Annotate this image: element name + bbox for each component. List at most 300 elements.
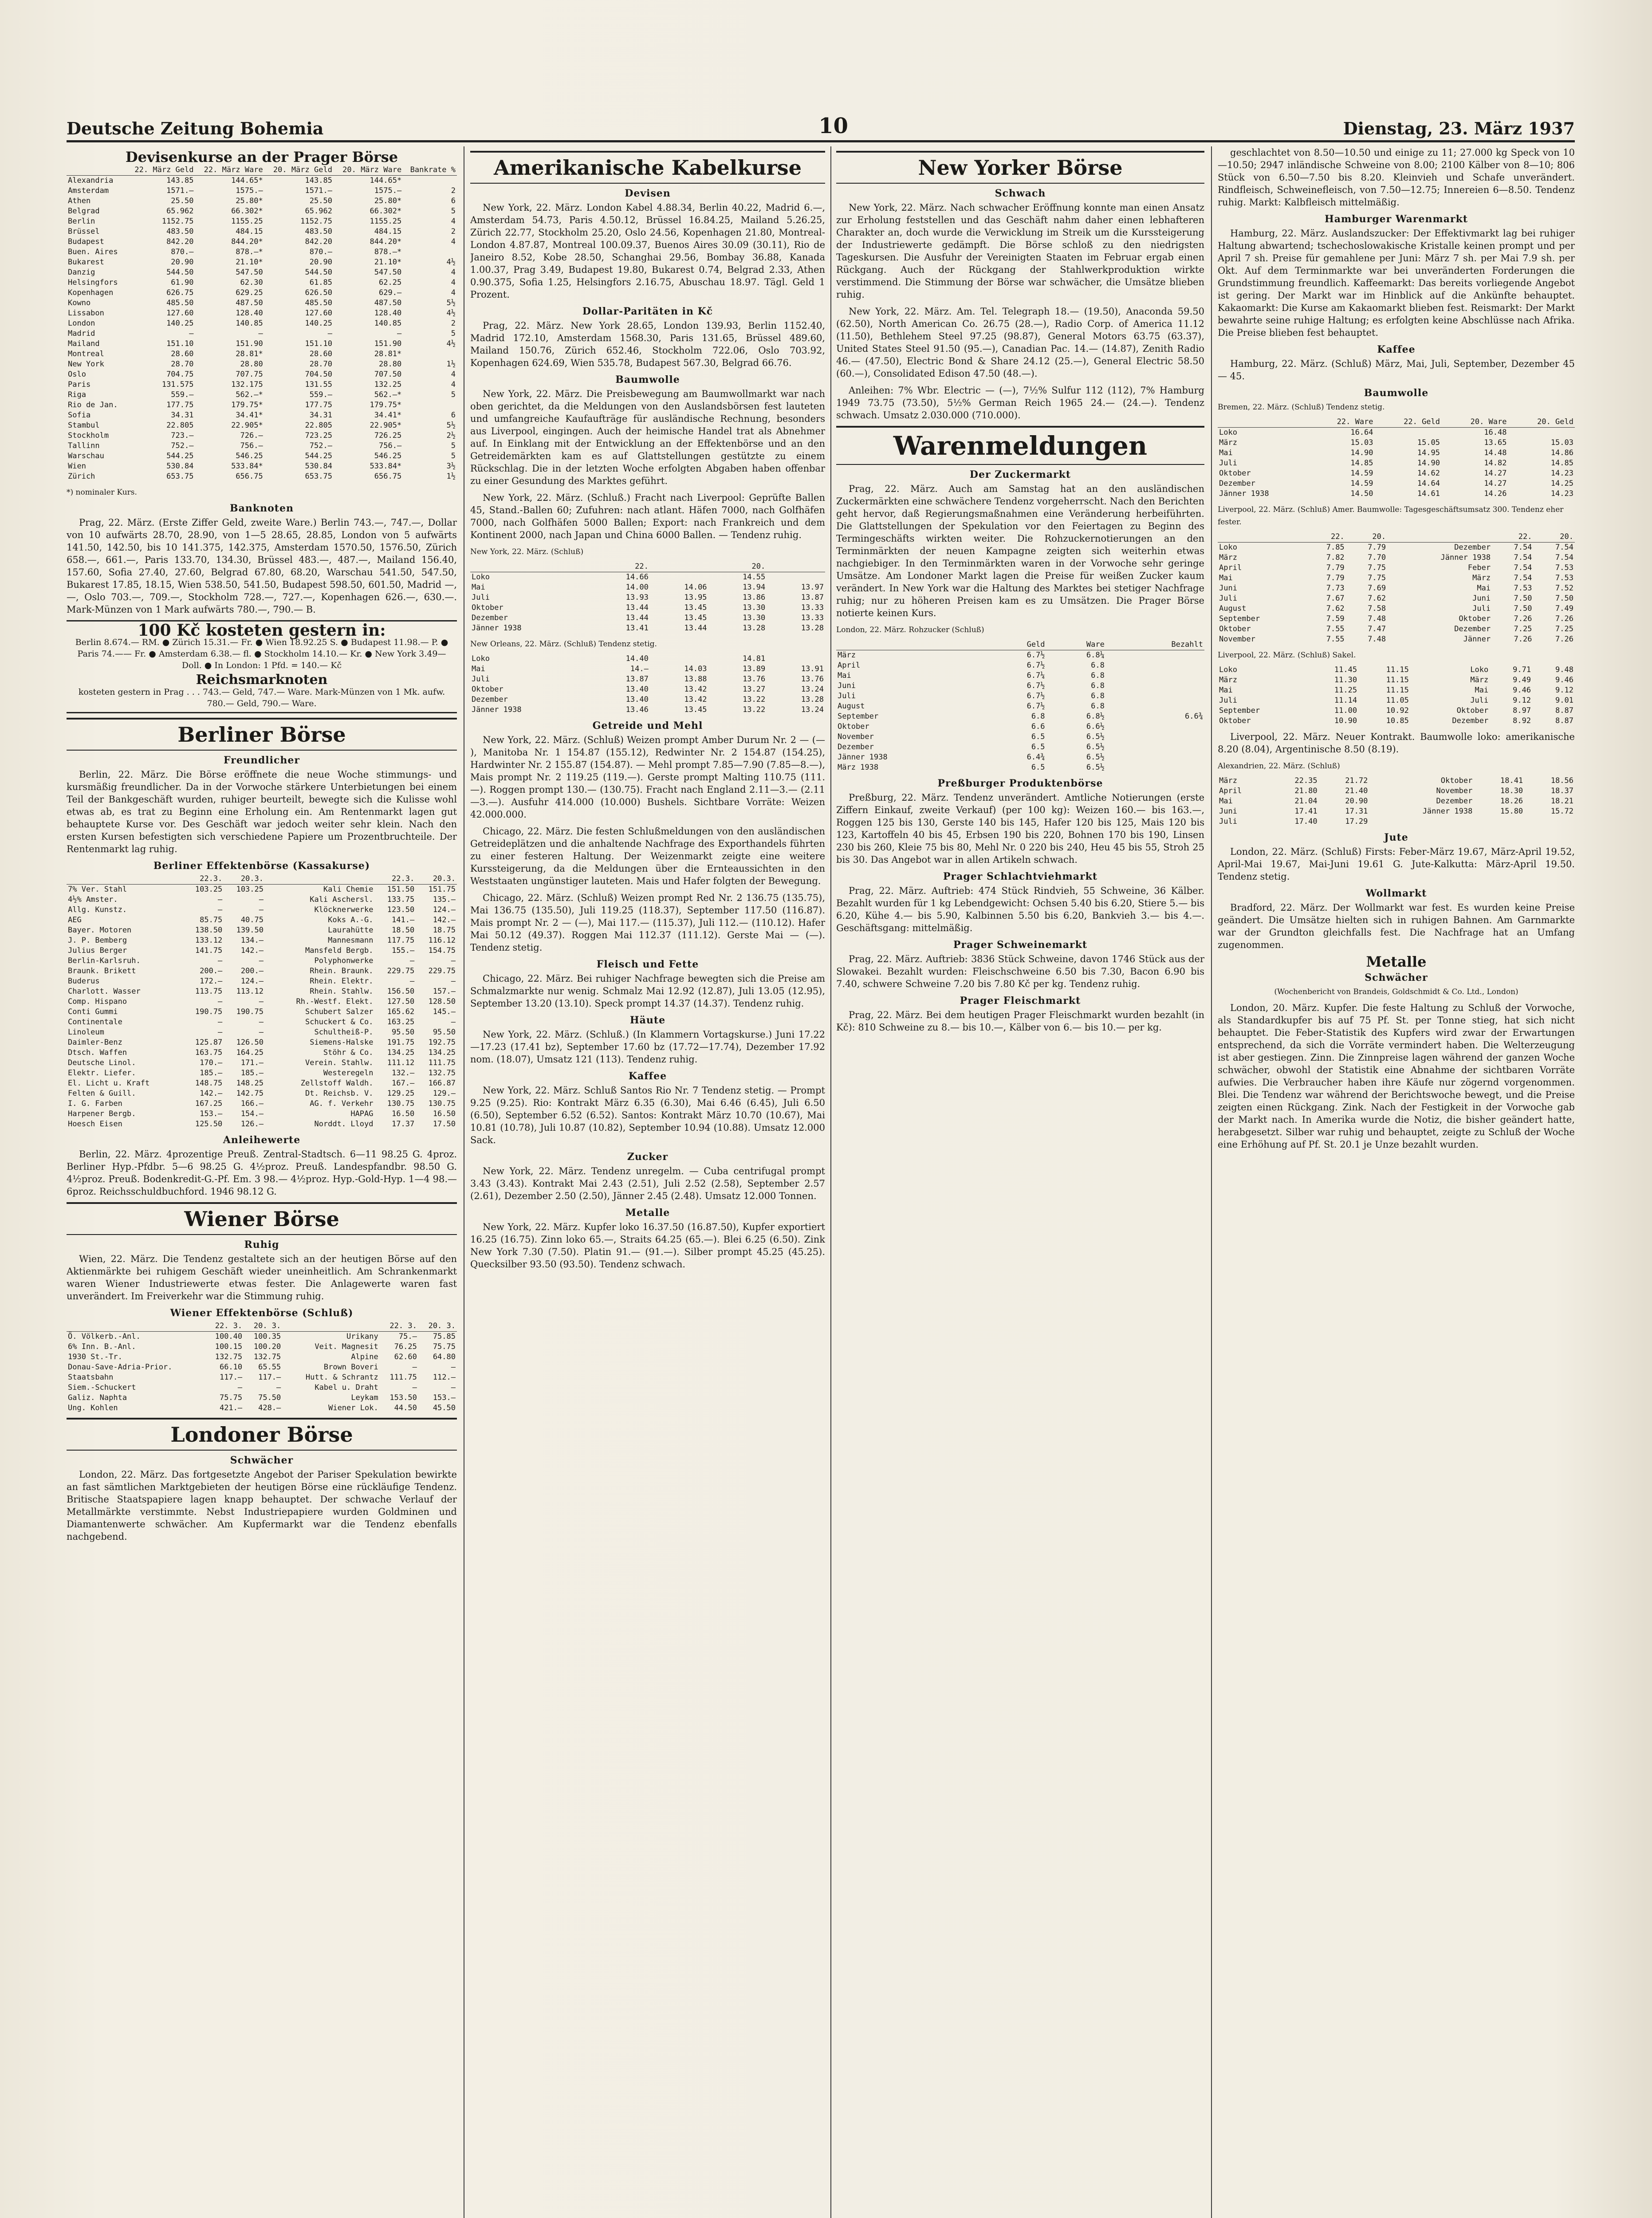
table-cell: 113.12 [236, 987, 264, 996]
table-cell: 7.53 [1555, 563, 1573, 572]
table-cell: Veit. Magnesit [315, 1342, 378, 1351]
table-cell: Paris [68, 380, 91, 389]
table-row [67, 1007, 457, 1017]
table-row [67, 976, 457, 987]
table-cell: 62.60 [394, 1353, 417, 1361]
table-cell: 530.84 [166, 462, 194, 471]
table-row [836, 661, 1204, 671]
table-row [67, 359, 457, 370]
table-cell: Juli [472, 675, 490, 684]
table-cell: 756.— [240, 441, 263, 450]
table-cell: 13.87 [801, 593, 824, 602]
table-cell: 117.— [219, 1373, 243, 1382]
table-cell: 148.75 [195, 1079, 223, 1088]
table-cell: 6.8 [1091, 692, 1105, 700]
table-cell: Wien [68, 462, 86, 471]
table-cell: Staatsbahn [68, 1373, 114, 1382]
table-cell: 6.7½ [1027, 661, 1045, 670]
table-cell: Oktober [1219, 469, 1251, 478]
table-cell: 723.25 [305, 431, 332, 440]
table-cell: 13.30 [743, 613, 766, 622]
table-cell: — [259, 956, 264, 965]
table-cell: 177.75 [305, 401, 332, 409]
table-row [836, 701, 1204, 712]
table-cell: Sofia [68, 411, 91, 420]
table-cell: 85.75 [200, 916, 223, 924]
table-cell: 562.—* [236, 390, 263, 399]
table-cell: 4 [451, 237, 456, 246]
table-cell: Juli [1219, 459, 1237, 468]
wien-text: Wien, 22. März. Die Tendenz gestaltete sich an der heutigen Börse auf den Aktienmärkte bei ruhigem Geschäft wieder uneinheitlich. Am Schrankenmarkt waren Wiener Industriewerte etwas fester. Die Anlagewerte waren fast unverändert. Im Freiverkehr war die Stimmung ruhig. [67, 1254, 457, 1302]
table-cell: 7.49 [1555, 604, 1573, 613]
table-row [67, 1342, 457, 1352]
table-cell: 95.50 [433, 1028, 456, 1037]
table-cell: 172.— [200, 977, 223, 986]
table-cell: 132.25 [374, 380, 402, 389]
table-cell: Montreal [68, 350, 104, 358]
table-cell [1508, 428, 1575, 438]
table-row [67, 885, 457, 895]
table-cell: 7.54 [1555, 543, 1573, 552]
table-cell: 562.—* [374, 390, 402, 399]
table-cell: 530.84 [305, 462, 332, 471]
haeute-text: New York, 22. März. (Schluß.) (In Klammern Vortagskurse.) Juni 17.22—17.23 (17.41 bz), September 17.60 bz (17.72—17.74), Dezember 17.92 nom. (18.07), Umsatz 121 (113). Tendenz ruhig. [470, 1029, 825, 1065]
table-row [1218, 458, 1575, 468]
table-cell: Bukarest [68, 258, 104, 267]
table-cell: 61.85 [309, 278, 332, 287]
table-cell: 14.03 [684, 665, 707, 673]
table-cell: 21.04 [1294, 797, 1318, 806]
table-cell: 13.93 [625, 593, 649, 602]
table-cell: 21.72 [1345, 776, 1368, 785]
table-cell: 7.50 [1555, 594, 1573, 603]
table-cell: 140.85 [236, 319, 263, 328]
table-cell: Oslo [68, 370, 86, 379]
table-cell: 544.25 [166, 452, 194, 460]
table-cell: 6.5 [1031, 732, 1045, 741]
table-cell: 11.30 [1334, 676, 1357, 684]
table-cell: 156.50 [387, 987, 415, 996]
table-cell: 18.37 [1550, 787, 1573, 795]
table-cell: 487.50 [374, 299, 402, 307]
table-cell: Mai [1475, 686, 1489, 695]
table-cell: — [237, 1383, 243, 1392]
table-cell: Juni [1219, 584, 1237, 593]
table-cell: Stöhr & Co. [323, 1048, 374, 1057]
table-cell: 6.6½ [1086, 722, 1105, 731]
baumwolle-subtitle: Baumwolle [615, 374, 680, 385]
table-cell: 14.25 [1550, 479, 1573, 488]
table-cell: — [276, 1383, 281, 1392]
table-cell: 62.30 [240, 278, 263, 287]
table-cell: 7.82 [1326, 553, 1345, 562]
table-cell: 428.— [258, 1404, 281, 1412]
table-cell: 13.28 [801, 695, 824, 704]
table-cell: 533.84* [370, 462, 402, 471]
table-row [67, 925, 457, 936]
devisen-subtitle: Devisen [625, 188, 671, 199]
table-cell: 9.46 [1555, 676, 1573, 684]
chicago-text: Chicago, 22. März. Die festen Schlußmeldungen von den ausländischen Getreideplätzen und die anhaltende Nachfrage des Exporthandels führten zu einer festeren Haltung. Der Weizenmarkt zeigte eine weitere Kurssteigerung, da die Meldungen über die Ernteaussichten in den Weststaaten ungünstiger lauteten. Mais und Hafer folgten der Bewegung. [470, 826, 825, 886]
table-row [67, 176, 457, 186]
wien-title: Wiener Börse [67, 1202, 457, 1235]
table-cell: 13.41 [625, 624, 649, 633]
table-cell: 7.53 [1555, 574, 1573, 582]
table-cell: 139.50 [236, 926, 264, 935]
table-cell: 1571.— [166, 186, 194, 195]
table-row [1218, 563, 1575, 573]
table-cell: 75.— [398, 1332, 417, 1341]
table-cell: Galiz. Naphta [68, 1393, 127, 1402]
table-cell: J. P. Bemberg [68, 936, 127, 945]
table-row [470, 603, 825, 613]
table-cell: 132.75 [215, 1353, 243, 1361]
table-row [1218, 448, 1575, 458]
table-cell: November [1436, 787, 1473, 795]
table-cell: — [259, 895, 264, 904]
table-row [1218, 594, 1575, 604]
table-cell: 7.85 [1326, 543, 1345, 552]
table-cell: Jänner [1463, 635, 1491, 644]
table-cell [650, 654, 708, 664]
table-cell: April [838, 661, 861, 670]
table-cell: 13.24 [801, 705, 824, 714]
reichsmark-text: kosteten gestern in Prag . . . 743.— Geld, 747.— Ware. Mark-Münzen von 1 Mk. aufw. 780.— Geld, 790.— Ware. [78, 687, 445, 708]
table-cell: 148.25 [236, 1079, 264, 1088]
table-header-cell: 22. [1304, 532, 1345, 543]
table-cell: 179.75* [231, 401, 263, 409]
table-cell: 1930 St.-Tr. [68, 1353, 122, 1361]
table-header-cell: Geld [987, 640, 1046, 650]
table-cell: 421.— [219, 1404, 243, 1412]
table-cell: 13.65 [1484, 438, 1507, 447]
table-header-cell: 20. [708, 562, 767, 572]
table-cell: 14.59 [1350, 479, 1373, 488]
table-cell: 9.46 [1513, 686, 1531, 695]
table-cell: 4 [451, 278, 456, 287]
table-header-cell: 20. Ware [1441, 417, 1508, 428]
table-cell: 13.28 [801, 624, 824, 633]
table-cell: Jänner 1938 [472, 624, 522, 633]
table-cell: 34.31 [171, 411, 194, 420]
table-row [470, 684, 825, 695]
table-cell: 66.302* [231, 207, 263, 216]
table-cell: 143.85 [166, 176, 194, 185]
table-cell: 6.5 [1031, 743, 1045, 751]
table-cell: 5½ [446, 299, 456, 307]
table-cell: 129.25 [387, 1089, 415, 1098]
table-cell: 544.50 [166, 268, 194, 277]
table-cell: 143.85 [305, 176, 332, 185]
table-cell: 7.73 [1326, 584, 1345, 593]
table-cell: 142.— [240, 946, 264, 955]
table-cell: London [68, 319, 95, 328]
table-cell: New York [68, 360, 104, 369]
table-cell: 7.50 [1514, 594, 1532, 603]
table-cell: 18.41 [1500, 776, 1523, 785]
table-row [67, 946, 457, 956]
table-cell: Kali Chemie [323, 885, 374, 894]
table-cell: 153.50 [389, 1393, 417, 1402]
ny-boerse-title: New Yorker Börse [836, 151, 1204, 184]
wolle-subtitle: Wollmarkt [1365, 888, 1427, 899]
table-cell: 13.86 [743, 593, 766, 602]
table-row [67, 1099, 457, 1109]
table-cell: 13.95 [684, 593, 707, 602]
table-cell: Ung. Kohlen [68, 1404, 118, 1412]
table-cell: September [1219, 706, 1260, 715]
table-cell: 483.50 [166, 227, 194, 236]
table-cell: Laurahütte [328, 926, 374, 935]
table-cell: Helsingfors [68, 278, 118, 287]
table-cell: 14.62 [1417, 469, 1440, 478]
devisen-text: New York, 22. März. London Kabel 4.88.34, Berlin 40.22, Madrid 6.—, Amsterdam 54.73, Paris 4.50.12, Brüssel 16.84.25, Mailand 5.26.25, Zürich 22.77, Stockholm 25.20, Oslo 24.56, Kopenhagen 21.80, Montreal-London 4.87.87, Montreal 100.09.37, Buenos Aires 30.09 (30.11), Rio de Janeiro 8.52, Kobe 28.50, Schanghai 29.56, Bombay 36.88, Kanada 1.00.37, Prag 3.49, Budapest 19.80, Bukarest 0.74, Belgrad 2.33, Athen 0.90.375, Sofia 1.25, Helsingfors 2.16.75, Abuschau 18.97. Tägl. Geld 1 Prozent. [470, 202, 825, 300]
table-cell: 14.95 [1417, 448, 1440, 457]
table-cell: Schubert Salzer [305, 1007, 374, 1016]
table-header-cell [67, 165, 126, 176]
table-cell: 65.55 [258, 1363, 281, 1372]
table-cell: 140.25 [166, 319, 194, 328]
table-cell: 132.175 [231, 380, 263, 389]
table-cell: 11.15 [1386, 665, 1409, 674]
table-cell: 7.26 [1555, 635, 1573, 644]
table-cell: 544.50 [305, 268, 332, 277]
table-cell: 6.6¾ [1185, 712, 1203, 721]
table-cell: 229.75 [428, 967, 456, 975]
table-row [67, 319, 457, 329]
table-cell: 547.50 [374, 268, 402, 277]
table-header-cell: 20. 3. [418, 1321, 457, 1332]
table-row [470, 623, 825, 633]
table-cell: 13.40 [625, 695, 649, 704]
table-cell: Zellstoff Waldh. [300, 1079, 374, 1088]
table-cell: 229.75 [387, 967, 415, 975]
table-header-cell: 22.3. [375, 874, 416, 885]
table-cell: 1571.— [305, 186, 332, 195]
table-cell: 134.25 [387, 1048, 415, 1057]
table-cell: 179.75* [370, 401, 402, 409]
table-cell: 21.40 [1345, 787, 1368, 795]
table-cell: 7.58 [1368, 604, 1386, 613]
table-header-cell [650, 562, 708, 572]
table-cell: 151.90 [236, 339, 263, 348]
paritaeten-subtitle: Dollar-Paritäten in Kč [582, 306, 713, 317]
table-cell: 14.90 [1417, 459, 1440, 468]
table-cell: 131.55 [305, 380, 332, 389]
table-cell: 7.70 [1368, 553, 1386, 562]
table-row [67, 451, 457, 461]
table-cell: 75.75 [433, 1342, 456, 1351]
table-cell: 16.64 [1350, 428, 1373, 437]
table-row [836, 763, 1204, 773]
table-cell: 14.81 [743, 654, 766, 663]
table-cell: 132.— [392, 1069, 415, 1078]
table-cell: 140.85 [374, 319, 402, 328]
table-cell: 167.— [392, 1079, 415, 1088]
table-cell: Alpine [351, 1353, 378, 1361]
table-cell: — [218, 997, 223, 1006]
table-cell: März [1472, 574, 1491, 582]
fleischmarkt-subtitle: Prager Fleischmarkt [960, 995, 1081, 1007]
table-cell: 7.55 [1326, 635, 1345, 644]
table-cell: 125.87 [195, 1038, 223, 1047]
table-row [67, 1332, 457, 1342]
table-cell: Budapest [68, 237, 104, 246]
table-cell: 21.80 [1294, 787, 1318, 795]
table-row [470, 695, 825, 705]
table-cell: 8.97 [1513, 706, 1531, 715]
table-cell: 7.48 [1368, 635, 1386, 644]
table-cell: 10.85 [1386, 716, 1409, 725]
table-row [836, 681, 1204, 691]
table-cell: 95.50 [392, 1028, 415, 1037]
table-cell: 14.61 [1417, 489, 1440, 498]
pressburg-text: Preßburg, 22. März. Tendenz unverändert. Amtliche Notierungen (erste Ziffern Einkauf, zweite Verkauf) (per 100 kg): Weizen 160.— bis 163.—, Roggen 125 bis 130, Gerste 140 bis 145, Hafer 120 bis 125, Mais 120 bis 123, Kartoffeln 40 bis 45, Erbsen 190 bis 220, Bohnen 170 bis 190, Linsen 230 bis 260, Kleie 75 bis 80, Mehl Nr. 0 220 bis 240, Heu 45 bis 55, Stroh 25 bis 30. Das Angebot war in allen Artikeln schwach. [836, 792, 1204, 865]
table-cell: Rio de Jan. [68, 401, 118, 409]
table-cell: 142.75 [236, 1089, 264, 1098]
table-cell: 17.29 [1345, 817, 1368, 826]
table-cell: 16.48 [1484, 428, 1507, 437]
table-row [67, 1352, 457, 1362]
table-cell: — [409, 977, 415, 986]
hamburg-text: Hamburg, 22. März. Auslandszucker: Der Effektivmarkt lag bei ruhiger Haltung abwartend; tschechoslowakische Kristalle keinen prompt und per April 7 sh. Preise für gemahlene per Juni: März 7 sh. per Mai 7.9 sh. per Okt. Auf dem Terminmarkte war bei unveränderten Forderungen die Grundstimmung freundlich. Kaffeemarkt: Das bereits vorliegende Angebot ist gering. Der Markt war im Hinblick auf die Ankünfte behauptet. Kakaomarkt: Die Kurse am Kakaomarkt blieben fest. Reismarkt: Der Markt bewahrte seine ruhige Haltung; es erfolgten keine Abschlüsse nach Afrika. Die Preise blieben fest behauptet. [1218, 228, 1575, 338]
table-cell: 4 [451, 268, 456, 277]
table-cell: 138.50 [195, 926, 223, 935]
table-cell: September [1219, 614, 1260, 623]
table-cell: September [838, 712, 879, 721]
table-cell: 6 [451, 411, 456, 420]
table-cell: Julius Berger [68, 946, 127, 955]
table-cell: 132.75 [428, 1069, 456, 1078]
table-cell: 100.15 [215, 1342, 243, 1351]
table-cell: Brown Boveri [323, 1363, 378, 1372]
table-cell [1369, 817, 1474, 827]
table-cell: Rhein. Stahlw. [310, 987, 374, 996]
table-cell: 117.— [258, 1373, 281, 1382]
metalle4-source: (Wochenbericht von Brandeis, Goldschmidt & Co. Ltd., London) [1274, 987, 1518, 996]
table-cell: 485.50 [166, 299, 194, 307]
table-cell: 21.10* [236, 258, 263, 267]
table-cell: 21.10* [374, 258, 402, 267]
table-cell: 17.40 [1294, 817, 1318, 826]
table-cell: Amsterdam [68, 186, 109, 195]
table-cell: 185.— [240, 1069, 264, 1078]
table-cell: 1155.25 [231, 217, 263, 226]
table-cell: Dezember [472, 695, 508, 704]
table-row [67, 1068, 457, 1078]
table-cell: Oktober [1440, 776, 1473, 785]
table-cell: 13.91 [801, 665, 824, 673]
table-cell: — [258, 329, 263, 338]
table-row [67, 247, 457, 257]
table-cell: 25.50 [309, 197, 332, 205]
table-row [836, 722, 1204, 732]
schweinemarkt-subtitle: Prager Schweinemarkt [953, 939, 1088, 951]
table-row [67, 421, 457, 431]
table-cell: 7.75 [1368, 574, 1386, 582]
table-row [1218, 573, 1575, 583]
table-row [67, 1393, 457, 1403]
table-cell: 4½ [446, 309, 456, 318]
table-cell: Loko [472, 654, 490, 663]
table-cell: 112.— [433, 1373, 456, 1382]
table-row [1218, 543, 1575, 553]
table-row [1218, 634, 1575, 645]
table-cell: — [451, 1018, 456, 1026]
table-cell: — [218, 895, 223, 904]
table-cell: 1575.— [374, 186, 402, 195]
chicago2-text: Chicago, 22. März. (Schluß) Weizen prompt Red Nr. 2 136.75 (135.75), Mai 136.75 (135.50), Juli 119.25 (118.37), September 117.50 (116.87). Mais prompt Nr. 2 — (—), Mai 117.— (115.37), Juli 112.— (110.12). Hafer Mai 50.12 (49.37). Roggen Mai 112.37 (111.12). Gerste Mai — (—). Tendenz stetig. [470, 893, 825, 953]
liverpool-text: New York, 22. März. (Schluß.) Fracht nach Liverpool: Geprüfte Ballen 45, Stand.-Ballen 60; Zufuhren: nach atlant. Häfen 7000, nach Golfhäfen 7000, nach Golfhäfen 5000 Ballen; Export: nach Frankreich und dem Kontinent 2000, nach Japan und China 6000 Ballen. — Tendenz ruhig. [470, 492, 825, 540]
alexandrien-table [1218, 776, 1575, 827]
ny-boerse-text: New York, 22. März. Nach schwacher Eröffnung konnte man einen Ansatz zur Erholung feststellen und das Geschäft nahm daher einen lebhafteren Charakter an, doch wurde die Verwicklung im Streik um die Kurssteigerung der Industriewerte gedämpft. Die Börse schloß zu den niedrigsten Tageskursen. Die Ausfuhr der Vereinigten Staaten im Februar ergab einen Rückgang. Auch der Rückgang der Stahlwerkproduktion wirkte verstimmend. Die Stimmung der Börse war schwächer, die Umsätze blieben ruhig. [836, 202, 1204, 300]
london-title: Londoner Börse [67, 1418, 457, 1451]
table-cell: Mannesmann [328, 936, 374, 945]
table-cell: 151.75 [428, 885, 456, 894]
table-cell: Hutt. & Schrantz [305, 1373, 378, 1382]
table-cell: Mai [1477, 584, 1491, 593]
table-header-cell: 20. März Geld [264, 165, 334, 176]
table-cell: 7.26 [1514, 614, 1532, 623]
table-cell: Westeregeln [323, 1069, 374, 1078]
table-row [67, 1383, 457, 1393]
table-cell: 140.25 [305, 319, 332, 328]
table-cell: 6.5½ [1086, 732, 1105, 741]
table-cell: 9.01 [1555, 696, 1573, 705]
table-cell: Dezember [1452, 716, 1489, 725]
table-cell: 6.8 [1091, 702, 1105, 711]
table-cell: Juli [472, 593, 490, 602]
table-cell: 6.6 [1031, 722, 1045, 731]
column-divider [830, 146, 831, 2218]
table-row [67, 1119, 457, 1129]
table-cell [1106, 742, 1204, 752]
table-row [67, 915, 457, 925]
haeute-subtitle: Häute [629, 1015, 666, 1026]
table-row [67, 1048, 457, 1058]
table-cell: Felten & Guill. [68, 1089, 136, 1098]
table-header-cell [265, 874, 375, 885]
table-cell: 126.— [240, 1120, 264, 1129]
table-cell: 17.37 [392, 1120, 415, 1129]
table-cell: 127.60 [166, 309, 194, 318]
table-cell: 7.50 [1514, 604, 1532, 613]
table-row [1218, 428, 1575, 438]
table-cell: 17.50 [433, 1120, 456, 1129]
table-row [836, 650, 1204, 661]
table-cell: 726.— [240, 431, 263, 440]
table-cell: 15.03 [1350, 438, 1373, 447]
table-cell: 7.79 [1326, 563, 1345, 572]
table-cell: Braunk. Brikett [68, 967, 136, 975]
table-row [1218, 438, 1575, 448]
table-cell: 13.88 [684, 675, 707, 684]
no-cotton-table [470, 654, 825, 715]
exchange-box-text: Berlin 8.674.— RM. ● Zürich 15.31.— Fr. ● Wien 18.92.25 S. ● Budapest 11.98.— P. ● Paris 74.—— Fr. ● Amsterdam 6.38.— fl. ● Stockholm 14.10.— Kr. ● New York 3.49— Doll. ● In London: 1 Pfd. = 140.— Kč [75, 637, 448, 670]
table-cell: 141.— [392, 916, 415, 924]
table-row [67, 196, 457, 206]
table-cell: 28.81* [236, 350, 263, 358]
table-cell: 34.41* [236, 411, 263, 420]
table-header-cell [767, 562, 825, 572]
table-cell: 28.81* [374, 350, 402, 358]
table-cell: 163.75 [195, 1048, 223, 1057]
table-row [1218, 604, 1575, 614]
table-cell: — [412, 1383, 417, 1392]
table-cell: Mailand [68, 339, 100, 348]
table-row [1218, 706, 1575, 716]
table-cell: 171.— [240, 1058, 264, 1067]
